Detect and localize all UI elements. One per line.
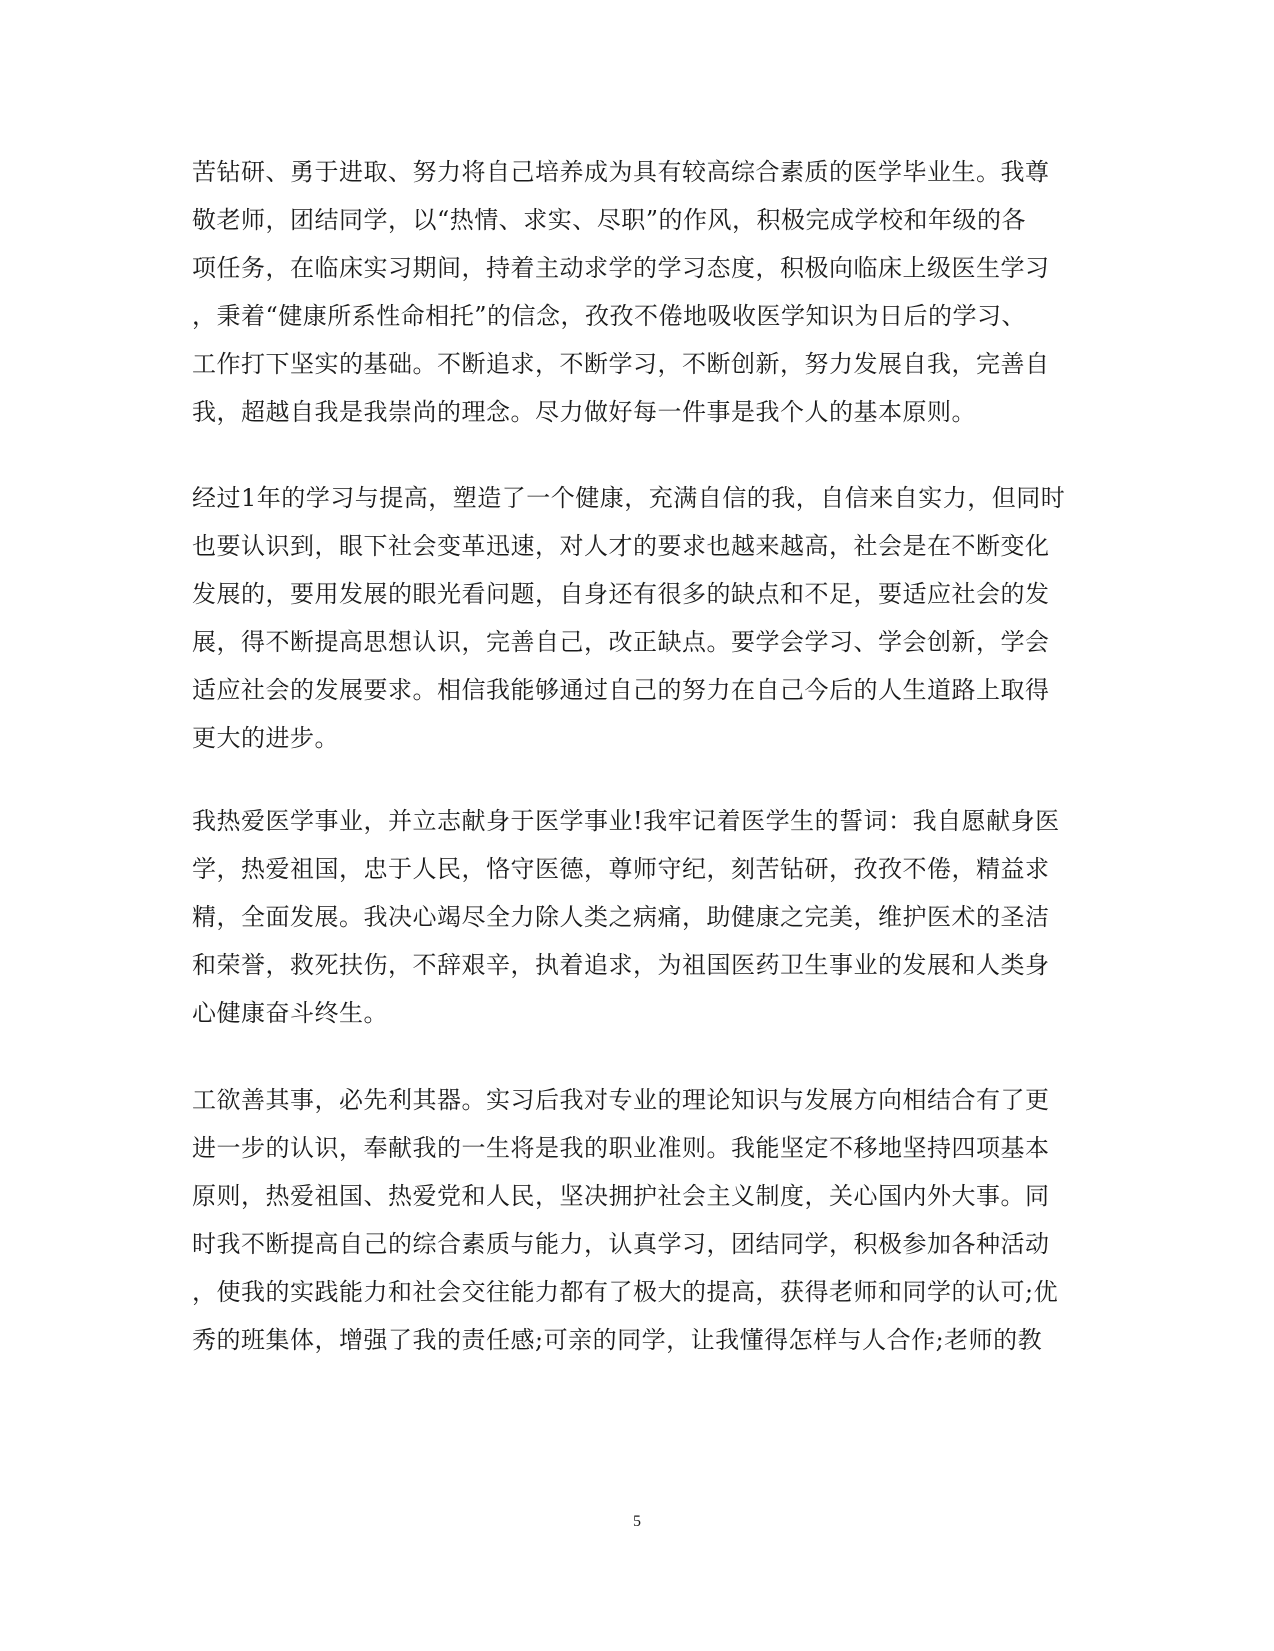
paragraph-line: 项任务，在临床实习期间，持着主动求学的学习态度，积极向临床上级医生学习 [192, 254, 1050, 282]
paragraph-line: 原则，热爱祖国、热爱党和人民，坚决拥护社会主义制度，关心国内外大事。同 [192, 1182, 1050, 1210]
paragraph-line: 更大的进步。 [192, 724, 339, 752]
paragraph-line: 秀的班集体，增强了我的责任感;可亲的同学，让我懂得怎样与人合作;老师的教 [192, 1326, 1043, 1354]
paragraph-2 [192, 474, 1092, 762]
paragraph-line: 敬老师，团结同学，以“热情、求实、尽职”的作风，积极完成学校和年级的各 [192, 206, 1027, 234]
paragraph-line: 苦钻研、勇于进取、努力将自己培养成为具有较高综合素质的医学毕业生。我尊 [192, 158, 1050, 186]
paragraph-line: 工作打下坚实的基础。不断追求，不断学习，不断创新，努力发展自我，完善自 [192, 350, 1050, 378]
paragraph-line: 也要认识到，眼下社会变革迅速，对人才的要求也越来越高，社会是在不断变化 [192, 532, 1050, 560]
paragraph-line: ，秉着“健康所系性命相托”的信念，孜孜不倦地吸收医学知识为日后的学习、 [192, 302, 1027, 330]
paragraph-1 [192, 148, 1092, 436]
paragraph-line: 展，得不断提高思想认识，完善自己，改正缺点。要学会学习、学会创新，学会 [192, 628, 1050, 656]
paragraph-line: 时我不断提高自己的综合素质与能力，认真学习，团结同学，积极参加各种活动 [192, 1230, 1050, 1258]
paragraph-line: 学，热爱祖国，忠于人民，恪守医德，尊师守纪，刻苦钻研，孜孜不倦，精益求 [192, 855, 1050, 883]
page-number: 5 [633, 1513, 641, 1530]
paragraph-line: 心健康奋斗终生。 [192, 999, 388, 1027]
paragraph-line: 经过1年的学习与提高，塑造了一个健康，充满自信的我，自信来自实力，但同时 [192, 484, 1066, 512]
paragraph-line: 工欲善其事，必先利其器。实习后我对专业的理论知识与发展方向相结合有了更 [192, 1086, 1050, 1114]
paragraph-line: 我热爱医学事业，并立志献身于医学事业!我牢记着医学生的誓词：我自愿献身医 [192, 807, 1060, 835]
paragraph-line: 我，超越自我是我崇尚的理念。尽力做好每一件事是我个人的基本原则。 [192, 398, 976, 426]
paragraph-line: 和荣誉，救死扶伤，不辞艰辛，执着追求，为祖国医药卫生事业的发展和人类身 [192, 951, 1050, 979]
paragraph-line: 适应社会的发展要求。相信我能够通过自己的努力在自己今后的人生道路上取得 [192, 676, 1050, 704]
paragraph-line: 精，全面发展。我决心竭尽全力除人类之病痛，助健康之完美，维护医术的圣洁 [192, 903, 1050, 931]
paragraph-line: 进一步的认识，奉献我的一生将是我的职业准则。我能坚定不移地坚持四项基本 [192, 1134, 1050, 1162]
paragraph-4 [192, 1076, 1092, 1364]
paragraph-line: ，使我的实践能力和社会交往能力都有了极大的提高，获得老师和同学的认可;优 [192, 1278, 1059, 1306]
paragraph-3 [192, 797, 1092, 1037]
paragraph-line: 发展的，要用发展的眼光看问题，自身还有很多的缺点和不足，要适应社会的发 [192, 580, 1050, 608]
